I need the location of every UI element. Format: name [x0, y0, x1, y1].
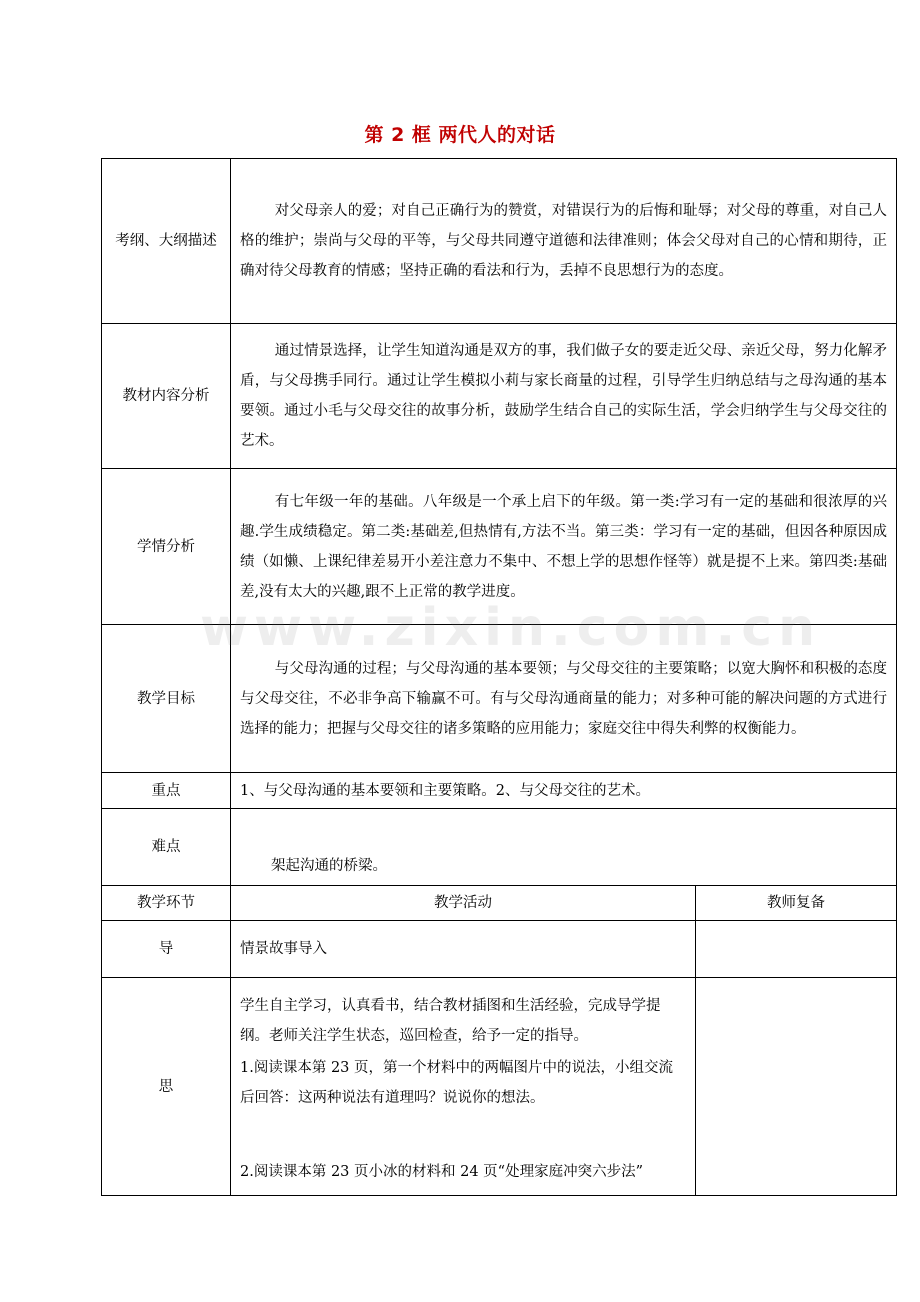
row-stage-si — [102, 978, 897, 1196]
row-content-jiaocai — [231, 324, 897, 469]
si-activity-p3: 2.阅读课本第 23 页小冰的材料和 24 页“处理家庭冲突六步法” — [240, 1163, 643, 1180]
row-stage-dao — [102, 921, 897, 978]
jiaocai-text: 通过情景选择，让学生知道沟通是双方的事，我们做子女的要走近父母、亲近父母，努力化解矛盾，与父母携手同行。通过让学生模拟小莉与家长商量的过程，引导学生归纳总结与之母沟通的基本要领。通过小毛与父母交往的故事分析，鼓励学生结合自己的实际生活，学会归纳学生与父母交往的艺术。 — [240, 343, 888, 449]
stage-label-si: 思 — [102, 978, 231, 1196]
stage-activity-si — [231, 978, 696, 1196]
kaogang-text: 对父母亲人的爱；对自己正确行为的赞赏，对错误行为的后悔和耻辱；对父母的尊重，对自己人格的维护；崇尚与父母的平等，与父母共同遵守道德和法律准则；体会父母对自己的心情和期待，正确对待父母教育的情感；坚持正确的看法和行为，丢掉不良思想行为的态度。 — [240, 203, 888, 279]
nandian-text: 架起沟通的桥梁。 — [231, 809, 897, 886]
header-teacher: 教师复备 — [696, 886, 897, 921]
row-jiaocai — [102, 324, 897, 469]
si-activity-p1: 学生自主学习，认真看书，结合教材插图和生活经验，完成导学提纲。老师关注学生状态，巡回检查，给予一定的指导。 — [240, 997, 661, 1044]
row-kaogang — [102, 159, 897, 324]
stage-activity-dao — [231, 921, 696, 978]
header-section: 教学环节 — [102, 886, 231, 921]
xueqing-text: 有七年级一年的基础。八年级是一个承上启下的年级。第一类:学习有一定的基础和很浓厚的兴趣.学生成绩稳定。第二类:基础差,但热情有,方法不当。第三类：学习有一定的基础，但因各种原因成绩（如懒、上课纪律差易开小差注意力不集中、不想上学的思想作怪等）就是提不上来。第四类:基础差,没有太大的兴趣,跟不上正常的教学进度。 — [240, 493, 888, 600]
mubiao-text: 与父母沟通的过程；与父母沟通的基本要领；与父母交往的主要策略；以宽大胸怀和积极的态度与父母交往，不必非争高下输赢不可。有与父母沟通商量的能力；对多种可能的解决问题的方式进行选择的能力；把握与父母交往的诸多策略的应用能力；家庭交往中得失利弊的权衡能力。 — [240, 660, 888, 737]
row-label-kaogang: 考纲、大纲描述 — [102, 159, 231, 324]
row-zhongdian — [102, 773, 897, 809]
row-content-kaogang — [231, 159, 897, 324]
row-nandian — [102, 809, 897, 886]
si-activity-p2: 1.阅读课本第 23 页，第一个材料中的两幅图片中的说法，小组交流后回答：这两种说法有道理吗？说说你的想法。 — [240, 1059, 674, 1106]
dao-activity-text: 情景故事导入 — [240, 941, 327, 957]
row-label-nandian: 难点 — [102, 809, 231, 886]
header-activity: 教学活动 — [231, 886, 696, 921]
stage-teacher-dao — [696, 921, 897, 978]
stage-label-dao: 导 — [102, 921, 231, 978]
zhongdian-text: 1、与父母沟通的基本要领和主要策略。2、与父母交往的艺术。 — [231, 773, 897, 809]
row-label-xueqing: 学情分析 — [102, 469, 231, 625]
row-label-jiaocai: 教材内容分析 — [102, 324, 231, 469]
watermark: www.zixin.com.cn — [200, 598, 822, 658]
row-label-mubiao: 教学目标 — [102, 625, 231, 773]
stage-teacher-si — [696, 978, 897, 1196]
row-column-headers — [102, 886, 897, 921]
row-label-zhongdian: 重点 — [102, 773, 231, 809]
page-title: 第 2 框 两代人的对话 — [364, 124, 556, 146]
lesson-plan-table — [101, 158, 897, 1196]
